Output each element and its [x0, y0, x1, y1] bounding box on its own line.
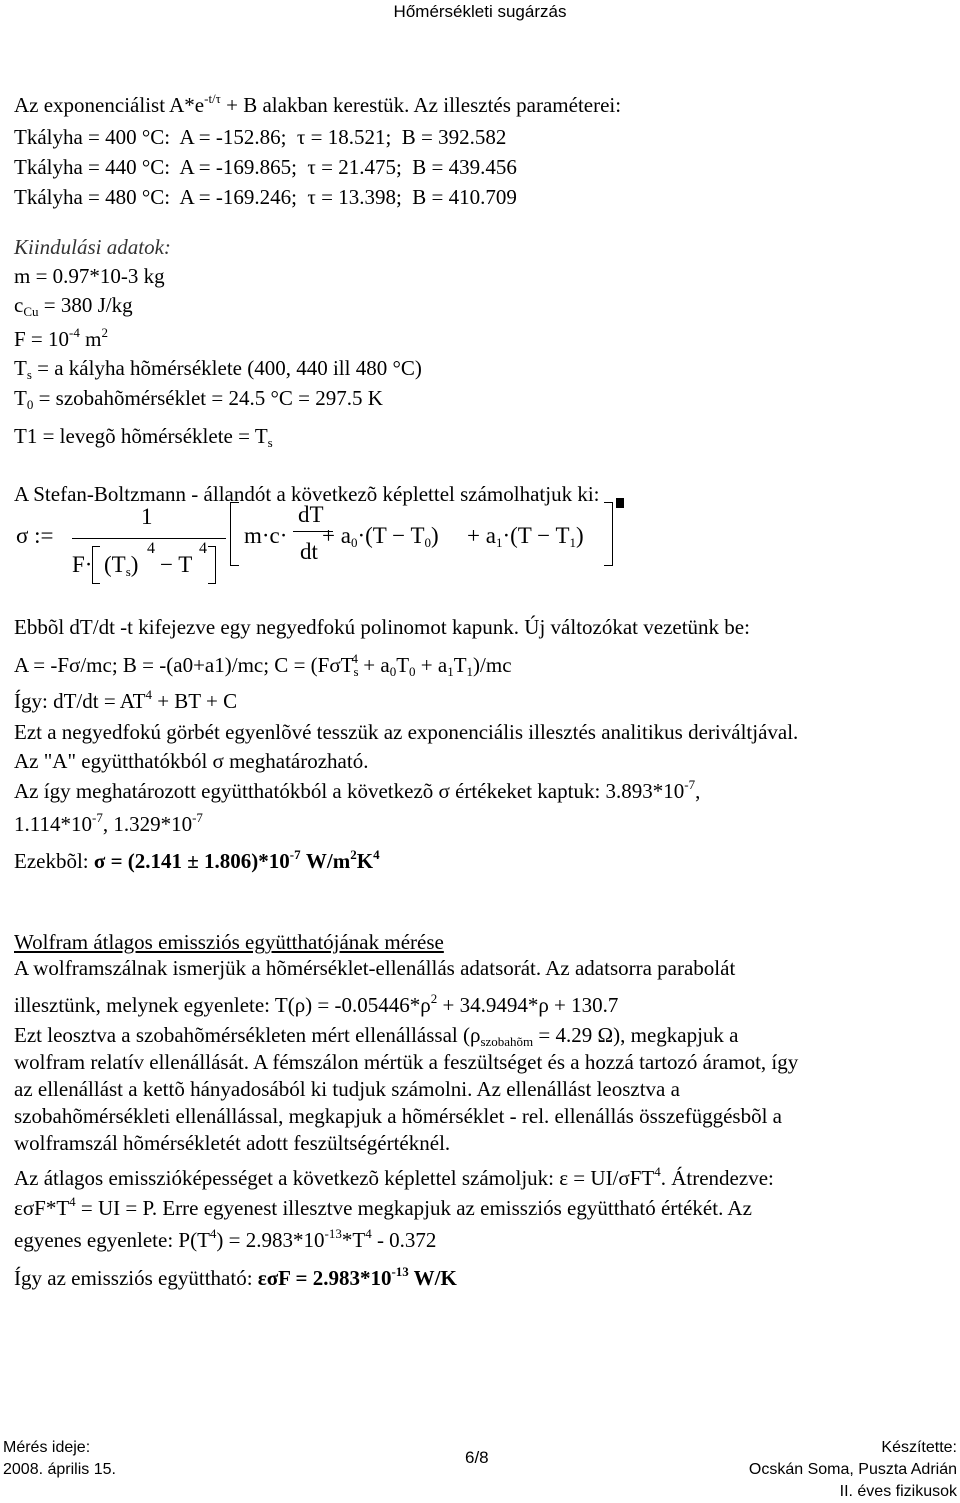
- derivation-line-3: Így: $dT/dt = AT^4$ + BT + C: [14, 687, 238, 713]
- bracket-left: [92, 546, 100, 584]
- wolfram-para-line: Ezt leosztva a szobahõmérsékleten mért ellenállással ($\rho_{szobahõm} = 4.29$ Ω), megkapjuk a: [14, 1023, 739, 1049]
- wolfram-para-line: A wolframszálnak ismerjük a hõmérséklet-ellenállás adatsorát. Az adatsorra parabolát: [14, 956, 736, 980]
- wolfram-para-line: Az átlagos emisszióképességet a következõ képlettel számoljuk: ε = UI/σFT$^4$. Átrendezve:: [14, 1164, 774, 1190]
- big-bracket-left: [230, 502, 239, 566]
- big-bracket-right: [604, 502, 613, 566]
- input-specific-heat: $c_{Cu} = 380$ J/kg: [14, 293, 133, 319]
- input-air-temp: T1 = levegõ hõmérséklete = $T_s$: [14, 424, 273, 450]
- wolfram-section-title: Wolfram átlagos emissziós együtthatójának mérése: [14, 930, 444, 954]
- footer-date: Mérés ideje: 2008. április 15.: [3, 1439, 116, 1478]
- page-header-title: Hőmérsékleti sugárzás: [393, 2, 567, 21]
- formula-dT: dT: [298, 502, 324, 527]
- derivation-line-5: Az "A" együtthatókból σ meghatározható.: [14, 749, 369, 773]
- fit-intro: Az exponenciálist $A*e^{-t/\tau} + B$ alakban kerestük. Az illesztés paraméterei:: [14, 91, 622, 117]
- derivation-line-6: Az így meghatározott együtthatókból a következõ σ értékeket kaptuk: $3.893*10^{-7}$,: [14, 777, 701, 803]
- page-number: 6/8: [465, 1448, 489, 1467]
- wolfram-para-line: wolframszál hõmérsékletét adott feszültségértéknél.: [14, 1131, 451, 1155]
- formula-dt: dt: [300, 539, 318, 564]
- fit-row: Tkályha = 400 °C: A = -152.86; τ = 18.521; B = 392.582: [14, 125, 507, 149]
- derivation-line-1: Ebbõl dT/dt -t kifejezve egy negyedfokú polinomot kapunk. Új változókat vezetünk be:: [14, 615, 750, 639]
- wolfram-para-line: wolfram relatív ellenállását. A fémszálon mértük a feszültséget és a hozzá tartozó áramot, így: [14, 1050, 799, 1074]
- formula-F: F·: [72, 552, 93, 577]
- inputs-heading: Kiindulási adatok:: [14, 235, 171, 259]
- fit-row: Tkályha = 480 °C: A = -169.246; τ = 13.398; B = 410.709: [14, 185, 517, 209]
- wolfram-para-line: $\varepsilon\sigma F*T^4$ = UI = P. Erre egyenest illesztve megkapjuk az emissziós együttható értékét. Az: [14, 1194, 752, 1220]
- fraction-bar: [72, 538, 226, 539]
- formula-a1: + $a_1\cdot(T - T_1)$: [467, 523, 584, 550]
- formula-mc: m·c·: [244, 523, 288, 548]
- input-room-temp: $T_0$ = szobahõmérséklet = 24.5 °C = 297.5 K: [14, 386, 383, 412]
- formula-exp-4b: 4: [199, 540, 207, 557]
- formula-a0: + $a_0\cdot(T - T_0)$: [322, 523, 439, 550]
- bracket-right: [208, 546, 216, 584]
- wolfram-para-line: szobahõmérsékleti ellenállással, megkapjuk a hõmérséklet - rel. ellenállás összefüggésbõl a: [14, 1104, 782, 1128]
- input-mass: m = 0.97*10-3 kg: [14, 264, 165, 288]
- derivation-line-7: $1.114*10^{-7}$, $1.329*10^{-7}$: [14, 810, 203, 836]
- region-marker: [616, 498, 624, 508]
- formula-exp-4: 4: [147, 540, 155, 557]
- wolfram-para-line: az ellenállást a kettõ hányadosából ki tudjuk számolni. Az ellenállást leosztva a: [14, 1077, 680, 1101]
- wolfram-para-line: egyenes egyenlete: $P(T^4) = 2.983*10^{-13}*T^4 - 0.372$: [14, 1226, 437, 1252]
- fit-row: Tkályha = 440 °C: A = -169.865; τ = 21.475; B = 439.456: [14, 155, 517, 179]
- formula-numerator-one: 1: [141, 504, 153, 529]
- formula-minus-T: − T: [160, 552, 193, 577]
- sigma-result: Ezekbõl: $\sigma = (2.141 \pm 1.806)*10^{-7}$ $W/m^2K^4$: [14, 847, 380, 873]
- formula-sigma: σ :=: [16, 523, 54, 548]
- footer-authors: Készítette: Ocskán Soma, Puszta Adrián II. éves fizikusok: [748, 1439, 957, 1500]
- wolfram-para-line: illesztünk, melynek egyenlete: $T(\rho) = -0.05446*\rho^2 + 34.9494*\rho + 130.7$: [14, 991, 619, 1017]
- formula-lead: A Stefan-Boltzmann - állandót a következõ képlettel számolhatjuk ki:: [14, 482, 600, 506]
- derivation-line-4: Ezt a negyedfokú görbét egyenlõvé tesszük az exponenciális illesztés analitikus deriváltjával.: [14, 720, 799, 744]
- derivation-line-2: A = -Fσ/mc; B = -(a0+a1)/mc; $C = (F\sigma T_s^4 + a_0T_0 + a_1T_1)/mc$: [14, 651, 512, 679]
- emissivity-result: Így az emissziós együttható: $\varepsilon\sigma F = 2.983*10^{-13}$ W/K: [14, 1264, 457, 1290]
- input-oven-temp: $T_s = a$ kályha hõmérséklete (400, 440 ill 480 °C): [14, 356, 422, 382]
- input-area: $F = 10^{-4}$ $m^2$: [14, 325, 108, 351]
- formula-Ts: $(T_s)$: [104, 552, 139, 579]
